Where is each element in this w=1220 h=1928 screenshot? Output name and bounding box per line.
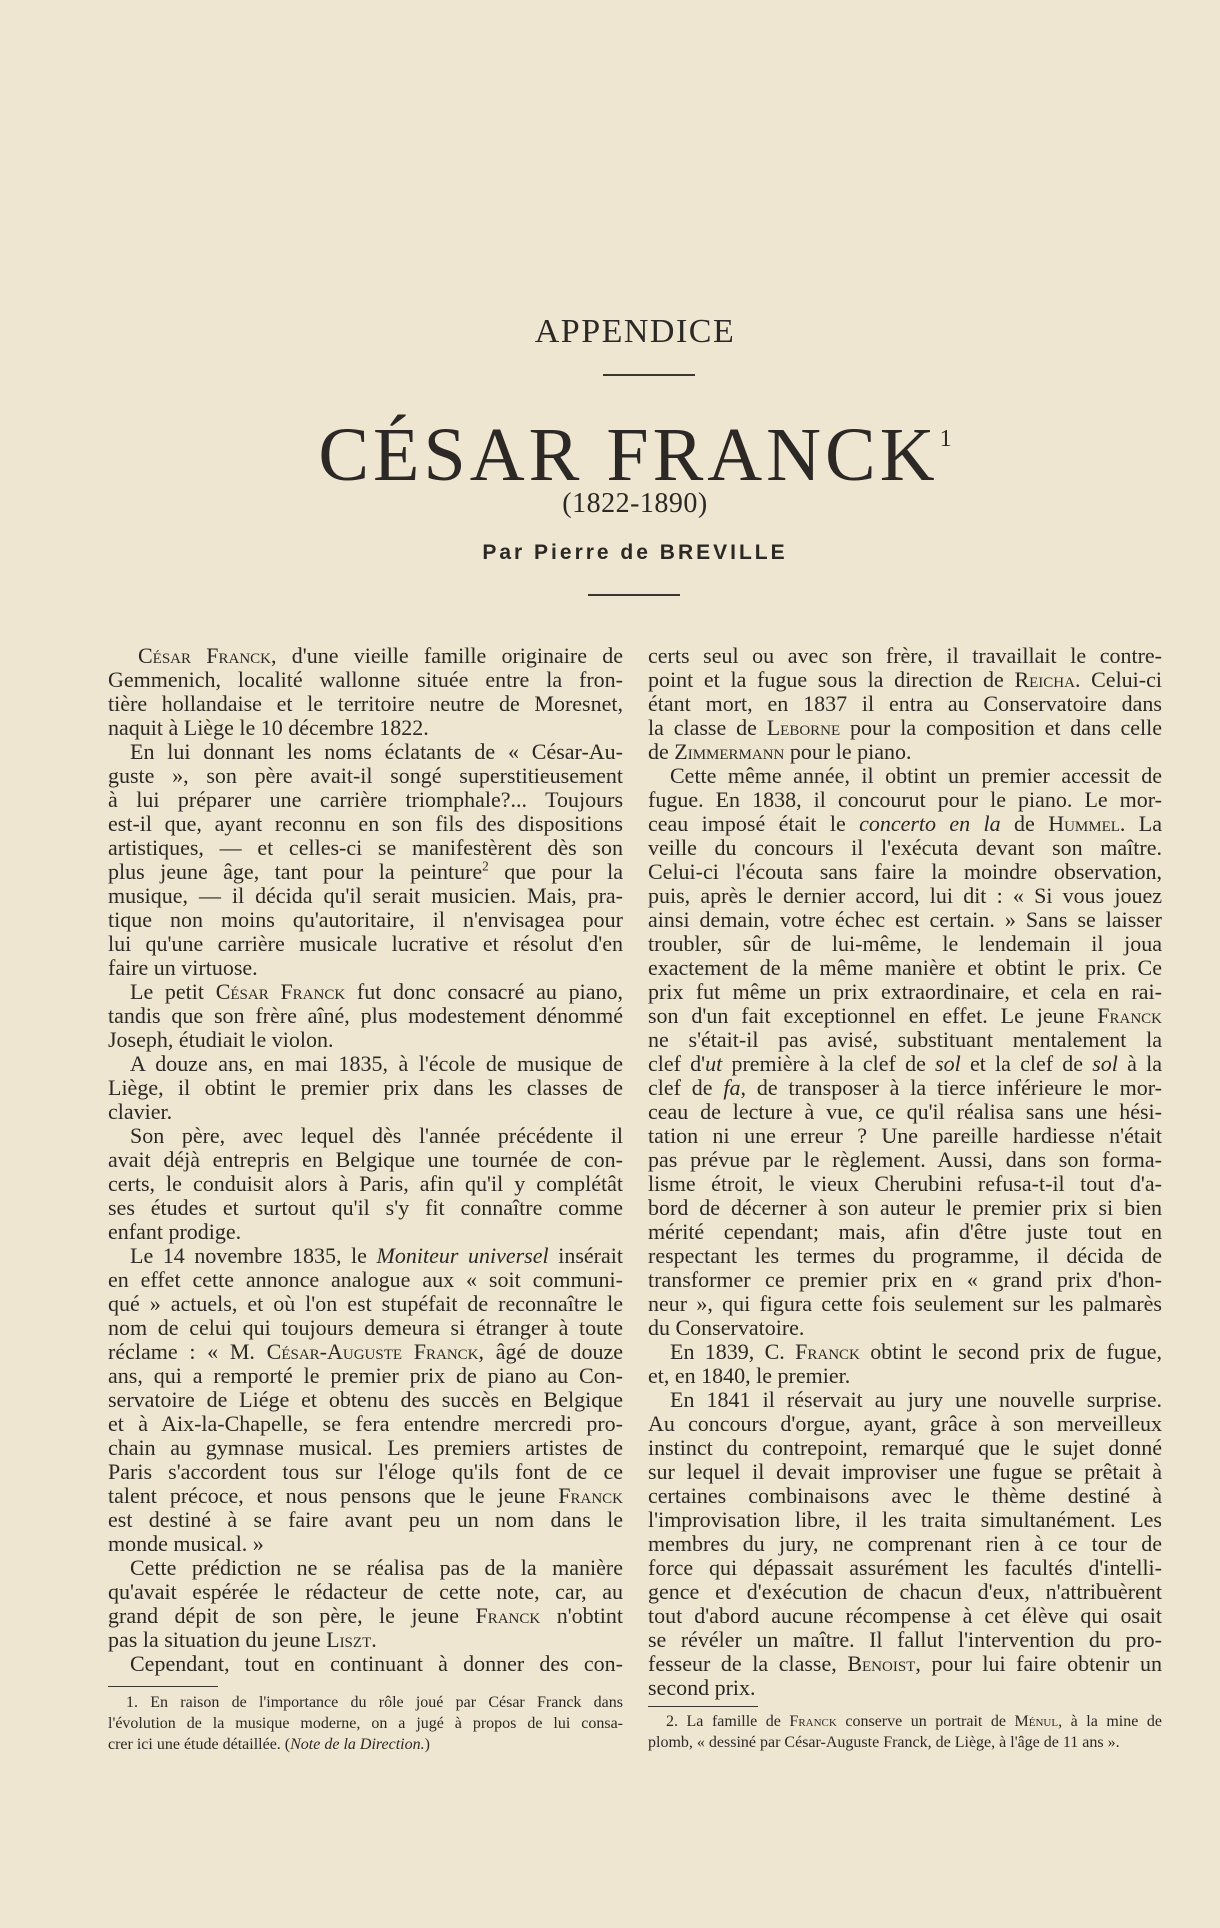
- paragraph: [108, 1556, 623, 1652]
- text-run: talent précoce, et nous pensons que le jeune: [108, 1483, 559, 1508]
- text-run: musique, — il décida qu'il serait musicien. Mais, pra-: [108, 883, 623, 908]
- italic-text: Moniteur universel: [376, 1243, 549, 1268]
- paragraph: [648, 764, 1162, 1340]
- text-line: [108, 1196, 623, 1220]
- text-run: fut donc consacré au piano,: [345, 979, 623, 1004]
- text-run: instinct du contrepoint, remarqué que le sujet donné: [648, 1435, 1162, 1460]
- text-run: fesseur de la classe,: [648, 1651, 848, 1676]
- text-run: enfant prodige.: [108, 1219, 242, 1244]
- text-run: 1. En raison de l'importance du rôle joué par César Franck dans: [126, 1694, 623, 1711]
- text-run: étant mort, en 1837 il entra au Conservatoire dans: [648, 691, 1162, 716]
- text-run: monde musical. »: [108, 1531, 264, 1556]
- text-run: Gemmenich, localité wallonne située entre la fron-: [108, 667, 623, 692]
- text-run: tière hollandaise et le territoire neutre de Moresnet,: [108, 691, 623, 716]
- text-run: grand dépit de son père, le jeune: [108, 1603, 476, 1628]
- text-line: [108, 1364, 623, 1388]
- text-line: [108, 1004, 623, 1028]
- text-column-left: [108, 644, 623, 1676]
- text-run: n'obtint: [540, 1603, 623, 1628]
- text-line: [108, 1100, 623, 1124]
- text-line: [108, 1532, 623, 1556]
- text-line: [108, 1652, 623, 1676]
- text-run: Au concours d'orgue, ayant, grâce à son merveilleux: [648, 1411, 1162, 1436]
- text-run: certs, le conduisit alors à Paris, afin qu'il y complétât: [108, 1171, 623, 1196]
- text-column-right: [648, 644, 1162, 1700]
- text-run: conserve un portrait de: [836, 1713, 1015, 1730]
- paragraph: [108, 740, 623, 980]
- text-run: Le 14 novembre 1835, le: [130, 1243, 377, 1268]
- text-run: .: [371, 1627, 377, 1652]
- text-line: [108, 1604, 623, 1628]
- text-run: est destiné à se faire avant peu un nom dans le: [108, 1507, 623, 1532]
- text-line: [648, 812, 1162, 836]
- footnote: [648, 1711, 1162, 1753]
- text-run: que pour la: [488, 859, 624, 884]
- small-caps-name: Franck: [558, 1483, 623, 1508]
- text-line: [108, 836, 623, 860]
- text-line: [648, 1412, 1162, 1436]
- text-run: lisme étroit, le vieux Cherubini refusa-t-il tout d'a-: [648, 1171, 1162, 1196]
- text-line: [108, 1220, 623, 1244]
- author-byline: Par Pierre de BREVILLE: [482, 541, 788, 564]
- text-run: ceau de lecture à vue, ce qu'il réalisa sans une hési-: [648, 1099, 1162, 1124]
- text-line: [648, 716, 1162, 740]
- text-run: force qui dépassait assurément les facultés d'intelli-: [648, 1555, 1162, 1580]
- text-run: pas prévue par le règlement. Aussi, dans son forma-: [648, 1147, 1162, 1172]
- text-line: [108, 1292, 623, 1316]
- text-run: clef d': [648, 1051, 706, 1076]
- text-line: [108, 1028, 623, 1052]
- small-caps-name: Hummel: [1048, 811, 1120, 836]
- article-title-text: CÉSAR FRANCK: [318, 413, 939, 497]
- footnote-separator: [648, 1706, 758, 1707]
- text-run: qué » actuels, et où l'on est stupéfait de reconnaître le: [108, 1291, 623, 1316]
- text-line: [648, 788, 1162, 812]
- text-run: tation ni une erreur ? Une pareille hardiesse n'était: [648, 1123, 1162, 1148]
- text-line: [648, 1196, 1162, 1220]
- text-run: veille du concours il l'exécuta devant son maître.: [648, 835, 1162, 860]
- text-run: ans, qui a remporté le premier prix de piano au Con-: [108, 1363, 623, 1388]
- paragraph: [108, 1052, 623, 1124]
- text-line: [648, 1292, 1162, 1316]
- text-line: [648, 980, 1162, 1004]
- text-line: [108, 1268, 623, 1292]
- small-caps-name: Franck: [1097, 1003, 1162, 1028]
- text-line: [648, 836, 1162, 860]
- text-run: . La: [1119, 811, 1162, 836]
- text-line: [648, 1652, 1162, 1676]
- text-run: tout d'abord aucune récompense à cet élève qui osait: [648, 1603, 1162, 1628]
- text-line: [648, 860, 1162, 884]
- text-line: [648, 884, 1162, 908]
- text-run: pas la situation du jeune: [108, 1627, 327, 1652]
- text-line: [648, 692, 1162, 716]
- text-run: , d'une vieille famille originaire de: [271, 643, 623, 668]
- text-run: du Conservatoire.: [648, 1315, 805, 1340]
- text-line: [648, 1508, 1162, 1532]
- text-run: plomb, « dessiné par César-Auguste Franck, de Liège, à l'âge de 11 ans ».: [648, 1734, 1120, 1751]
- text-line: [648, 1604, 1162, 1628]
- text-run: sur lequel il devait improviser une fugue se prêtait à: [648, 1459, 1162, 1484]
- text-line: [648, 1460, 1162, 1484]
- text-run: Cependant, tout en continuant à donner des con-: [130, 1651, 623, 1676]
- small-caps-name: Leborne: [766, 715, 841, 740]
- text-line: [108, 1412, 623, 1436]
- text-run: prix fut même un prix extraordinaire, et cela en rai-: [648, 979, 1162, 1004]
- text-run: la classe de: [648, 715, 767, 740]
- text-run: première à la clef de: [722, 1051, 936, 1076]
- text-run: artistiques, — et celles-ci se manifestèrent dès son: [108, 835, 623, 860]
- text-line: [648, 1732, 1162, 1753]
- footnote-separator: [108, 1686, 218, 1687]
- text-line: [108, 1388, 623, 1412]
- text-line: [648, 1628, 1162, 1652]
- text-run: point et la fugue sous la direction de: [648, 667, 1015, 692]
- text-run: gence et d'exécution de chacun d'eux, n'attribuèrent: [648, 1579, 1162, 1604]
- text-run: puis, après le dernier accord, lui dit : « Si vous jouez: [648, 883, 1162, 908]
- italic-text: concerto en la: [859, 811, 1001, 836]
- italic-text: ut: [705, 1051, 723, 1076]
- text-run: nom de celui qui toujours demeura si étranger à toute: [108, 1315, 623, 1340]
- text-line: [108, 692, 623, 716]
- text-run: certaines combinaisons avec le thème destiné à: [648, 1483, 1162, 1508]
- text-run: plus jeune âge, tant pour la peinture: [108, 859, 483, 884]
- text-run: chain au gymnase musical. Les premiers artistes de: [108, 1435, 623, 1460]
- text-line: [108, 1734, 623, 1755]
- text-line: [108, 668, 623, 692]
- text-run: , à la mine de: [1058, 1713, 1162, 1730]
- text-run: , de transposer à la tierce inférieure le mor-: [740, 1075, 1162, 1100]
- small-caps-name: Franck: [475, 1603, 541, 1628]
- text-line: [648, 956, 1162, 980]
- text-line: [108, 764, 623, 788]
- text-line: [648, 1340, 1162, 1364]
- text-line: [108, 884, 623, 908]
- text-run: bord de décerner à son auteur le premier prix si bien: [648, 1195, 1162, 1220]
- text-run: pour le piano.: [784, 739, 912, 764]
- text-run: de: [648, 739, 675, 764]
- text-line: [108, 860, 623, 884]
- text-line: [108, 1124, 623, 1148]
- text-line: [108, 980, 623, 1004]
- text-run: mérité cependant; mais, afin d'être juste tout en: [648, 1219, 1162, 1244]
- small-caps-name: César-Auguste Franck: [266, 1339, 479, 1364]
- text-line: [648, 1172, 1162, 1196]
- text-line: [108, 1508, 623, 1532]
- text-line: [648, 1148, 1162, 1172]
- paragraph: [108, 1124, 623, 1244]
- text-line: [648, 1244, 1162, 1268]
- paragraph: [648, 1340, 1162, 1388]
- paragraph: [108, 1244, 623, 1556]
- text-run: ses études et surtout qu'il s'y fit connaître comme: [108, 1195, 623, 1220]
- text-run: ceau imposé était le: [648, 811, 860, 836]
- text-line: [648, 1004, 1162, 1028]
- text-run: tandis que son frère aîné, plus modestement dénommé: [108, 1003, 623, 1028]
- italic-text: sol: [1092, 1051, 1118, 1076]
- small-caps-name: Liszt: [326, 1627, 372, 1652]
- text-run: En lui donnant les noms éclatants de « César-Au-: [130, 739, 623, 764]
- text-run: certs seul ou avec son frère, il travaillait le contre-: [648, 643, 1162, 668]
- text-run: son d'un fait exceptionnel en effet. Le jeune: [648, 1003, 1098, 1028]
- text-run: Cette même année, il obtint un premier accessit de: [670, 763, 1162, 788]
- text-run: l'improvisation libre, il les traita simultanément. Les: [648, 1507, 1162, 1532]
- text-line: [648, 764, 1162, 788]
- text-run: et, en 1840, le premier.: [648, 1363, 851, 1388]
- text-line: [108, 1076, 623, 1100]
- text-run: Son père, avec lequel dès l'année précédente il: [130, 1123, 623, 1148]
- small-caps-name: Zimmermann: [674, 739, 785, 764]
- text-line: [648, 908, 1162, 932]
- footnote-ref-mark: 2: [482, 858, 489, 874]
- text-line: [648, 1220, 1162, 1244]
- text-run: , pour lui faire obtenir un: [915, 1651, 1162, 1676]
- text-line: [648, 740, 1162, 764]
- text-line: [108, 1148, 623, 1172]
- small-caps-name: Benoist: [847, 1651, 916, 1676]
- text-run: respectant les termes du programme, il décida de: [648, 1243, 1162, 1268]
- text-run: Joseph, étudiait le violon.: [108, 1027, 334, 1052]
- text-line: [108, 1556, 623, 1580]
- text-line: [648, 1124, 1162, 1148]
- text-line: [648, 1532, 1162, 1556]
- paragraph: [108, 644, 623, 740]
- text-line: [108, 1436, 623, 1460]
- text-line: [648, 1388, 1162, 1412]
- text-run: servatoire de Liége et obtenu des succès en Belgique: [108, 1387, 623, 1412]
- text-run: Celui-ci l'écouta sans faire la moindre observation,: [648, 859, 1162, 884]
- footnote: [108, 1692, 623, 1755]
- text-line: [648, 1052, 1162, 1076]
- small-caps-name: César Franck: [138, 643, 271, 668]
- text-line: [108, 1244, 623, 1268]
- text-line: [108, 812, 623, 836]
- paragraph: [648, 1388, 1162, 1700]
- text-line: [648, 1676, 1162, 1700]
- text-run: en effet cette annonce analogue aux « soit communi-: [108, 1267, 623, 1292]
- text-run: clef de: [648, 1075, 724, 1100]
- text-run: membres du jury, ne comprenant rien à ce tour de: [648, 1531, 1162, 1556]
- text-line: [648, 1556, 1162, 1580]
- text-run: est-il que, ayant reconnu en son fils des dispositions: [108, 811, 623, 836]
- text-run: . Celui-ci: [1074, 667, 1162, 692]
- text-run: second prix.: [648, 1675, 756, 1700]
- text-run: lui qu'une carrière musicale lucrative et résolut d'en: [108, 931, 623, 956]
- text-line: [108, 1172, 623, 1196]
- text-run: avait déjà entrepris en Belgique une tournée de con-: [108, 1147, 623, 1172]
- text-run: obtint le second prix de fugue,: [859, 1339, 1162, 1364]
- text-line: [648, 1028, 1162, 1052]
- text-line: [648, 1436, 1162, 1460]
- text-run: faire un virtuose.: [108, 955, 258, 980]
- italic-text: fa: [723, 1075, 741, 1100]
- text-run: En 1839, C.: [670, 1339, 796, 1364]
- small-caps-name: Ménul: [1014, 1713, 1059, 1730]
- small-caps-name: César Franck: [215, 979, 346, 1004]
- text-run: insérait: [548, 1243, 623, 1268]
- small-caps-name: Franck: [795, 1339, 860, 1364]
- text-line: [108, 1316, 623, 1340]
- byline-divider: [588, 594, 680, 596]
- text-run: neur », qui figura cette fois seulement sur les palmarès: [648, 1291, 1162, 1316]
- text-run: tique non moins qu'autoritaire, il n'envisagea pour: [108, 907, 623, 932]
- text-run: Le petit: [130, 979, 216, 1004]
- text-line: [108, 1340, 623, 1364]
- text-line: [648, 1484, 1162, 1508]
- text-run: de: [1000, 811, 1049, 836]
- text-line: [108, 740, 623, 764]
- italic-text: sol: [935, 1051, 961, 1076]
- text-run: ): [424, 1736, 430, 1753]
- text-run: troubler, sûr de lui-même, le lendemain il joua: [648, 931, 1162, 956]
- text-line: [108, 1628, 623, 1652]
- text-line: [108, 1580, 623, 1604]
- text-line: [648, 932, 1162, 956]
- paragraph: [108, 1652, 623, 1676]
- text-run: à la: [1117, 1051, 1162, 1076]
- section-title: APPENDICE: [534, 313, 736, 350]
- text-run: transformer ce premier prix en « grand prix d'hon-: [648, 1267, 1162, 1292]
- title-divider: [603, 374, 695, 376]
- text-line: [108, 1052, 623, 1076]
- text-line: [108, 644, 623, 668]
- text-run: réclame : « M.: [108, 1339, 267, 1364]
- text-run: A douze ans, en mai 1835, à l'école de musique de: [130, 1051, 623, 1076]
- text-line: [108, 1713, 623, 1734]
- small-caps-name: Franck: [789, 1713, 837, 1730]
- text-run: se révéler un maître. Il fallut l'intervention du pro-: [648, 1627, 1162, 1652]
- text-run: à lui préparer une carrière triomphale?... Toujours: [108, 787, 623, 812]
- text-run: naquit à Liège le 10 décembre 1822.: [108, 715, 429, 740]
- text-run: Cette prédiction ne se réalisa pas de la manière: [130, 1555, 623, 1580]
- text-line: [648, 1268, 1162, 1292]
- text-line: [648, 668, 1162, 692]
- text-run: guste », son père avait-il songé superstitieusement: [108, 763, 623, 788]
- text-line: [108, 956, 623, 980]
- text-run: pour la composition et dans celle: [840, 715, 1163, 740]
- title-footnote-ref: 1: [939, 426, 952, 452]
- text-line: [108, 788, 623, 812]
- text-run: ainsi demain, votre échec est certain. » Sans se laisser: [648, 907, 1162, 932]
- text-line: [108, 908, 623, 932]
- italic-text: Note de la Direction.: [290, 1736, 425, 1753]
- text-run: , âgé de douze: [478, 1339, 623, 1364]
- text-line: [648, 1076, 1162, 1100]
- text-run: En 1841 il réservait au jury une nouvelle surprise.: [670, 1387, 1162, 1412]
- text-line: [648, 1711, 1162, 1732]
- text-run: l'évolution de la musique moderne, on a jugé à propos de lui consa-: [108, 1715, 623, 1732]
- text-run: Paris s'accordent tous sur l'éloge qu'ils font de ce: [108, 1459, 623, 1484]
- text-line: [648, 1100, 1162, 1124]
- text-run: 2. La famille de: [666, 1713, 790, 1730]
- text-run: ne s'était-il pas avisé, substituant mentalement la: [648, 1027, 1162, 1052]
- text-run: crer ici une étude détaillée. (: [108, 1736, 291, 1753]
- life-dates: (1822-1890): [562, 488, 708, 519]
- paragraph: [648, 644, 1162, 764]
- text-line: [108, 932, 623, 956]
- text-run: qu'avait espérée le rédacteur de cette note, car, au: [108, 1579, 623, 1604]
- small-caps-name: Reicha: [1014, 667, 1075, 692]
- text-line: [648, 1364, 1162, 1388]
- text-line: [648, 644, 1162, 668]
- text-run: et la clef de: [960, 1051, 1093, 1076]
- paragraph: [108, 980, 623, 1052]
- text-run: fugue. En 1838, il concourut pour le piano. Le mor-: [648, 787, 1162, 812]
- text-run: et à Aix-la-Chapelle, se fera entendre mercredi pro-: [108, 1411, 623, 1436]
- text-line: [108, 1484, 623, 1508]
- text-line: [108, 1692, 623, 1713]
- text-line: [108, 1460, 623, 1484]
- text-run: exactement de la même manière et obtint le prix. Ce: [648, 955, 1162, 980]
- text-run: clavier.: [108, 1099, 173, 1124]
- text-run: Liège, il obtint le premier prix dans les classes de: [108, 1075, 623, 1100]
- text-line: [648, 1316, 1162, 1340]
- text-line: [648, 1580, 1162, 1604]
- text-line: [108, 716, 623, 740]
